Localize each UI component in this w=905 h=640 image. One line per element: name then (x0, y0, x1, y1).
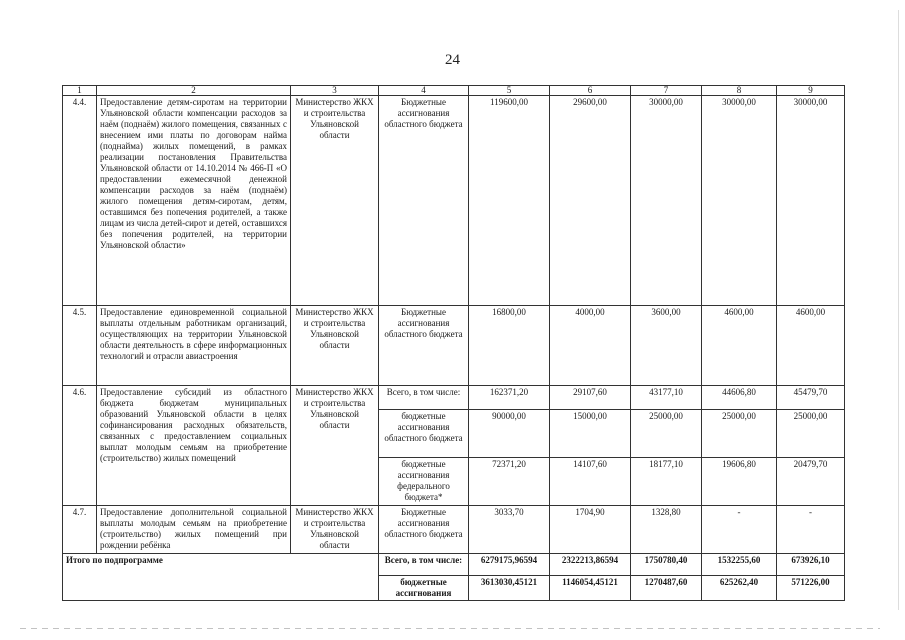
budget-table (62, 85, 845, 601)
row-value-year2: 1328,80 (631, 506, 702, 554)
row-value-total: 90000,00 (469, 410, 550, 458)
row-number: 4.5. (63, 306, 97, 386)
total-value-total: 3613030,45121 (469, 576, 550, 601)
row-value-year1: 1704,90 (550, 506, 631, 554)
col-header-4: 4 (379, 86, 469, 96)
scan-page-edge (898, 10, 899, 610)
row-value-total: 119600,00 (469, 96, 550, 306)
total-label: Итого по подпрограмме (63, 554, 379, 601)
row-number: 4.7. (63, 506, 97, 554)
table-row (63, 386, 845, 410)
col-header-3: 3 (291, 86, 379, 96)
row-value-year1: 29107,60 (550, 386, 631, 410)
column-number-row (63, 86, 845, 96)
row-funding-source: Бюджетные ассигнования областного бюджета (379, 96, 469, 306)
row-value-year3: 30000,00 (702, 96, 777, 306)
row-value-year1: 4000,00 (550, 306, 631, 386)
row-value-year4: 20479,70 (777, 458, 845, 506)
row-funding-source: бюджетные ассигнования федерального бюджета* (379, 458, 469, 506)
col-header-9: 9 (777, 86, 845, 96)
total-value-year2: 1270487,60 (631, 576, 702, 601)
row-value-year3: 25000,00 (702, 410, 777, 458)
row-value-total: 3033,70 (469, 506, 550, 554)
row-number: 4.4. (63, 96, 97, 306)
row-funding-source: бюджетные ассигнования областного бюджета (379, 410, 469, 458)
total-value-year1: 2322213,86594 (550, 554, 631, 576)
row-description: Предоставление детям-сиротам на территории Ульяновской области компенсации расходов за наём (поднаём) жилого помещения, связанных с внесением ими платы по договорам найма (поднайма) жилых помещений, в рамках реализации постановления Правительства Ульяновской области от 14.10.2014 № 466-П «О предоставлении ежемесячной денежной компенсации расходов за наём (поднаём) жилого помещения детям-сиротам, детям, оставшимся без попечения родителей, а также лицам из числа детей-сирот и детей, оставшихся без попечения родителей, на территории Ульяновской области» (97, 96, 291, 306)
table-row (63, 96, 845, 306)
row-value-year2: 43177,10 (631, 386, 702, 410)
total-value-year4: 673926,10 (777, 554, 845, 576)
col-header-1: 1 (63, 86, 97, 96)
row-value-year4: 30000,00 (777, 96, 845, 306)
row-value-year3: 4600,00 (702, 306, 777, 386)
table-row (63, 306, 845, 386)
row-description: Предоставление единовременной социальной выплаты отдельным работникам организаций, осуществляющих на территории Ульяновской области деятельность в сфере информационных технологий и отрасли авиастроения (97, 306, 291, 386)
row-description: Предоставление дополнительной социальной выплаты молодым семьям на приобретение (строительство) жилых помещений при рождении ребёнка (97, 506, 291, 554)
row-value-year2: 25000,00 (631, 410, 702, 458)
row-department: Министерство ЖКХ и строительства Ульяновской области (291, 506, 379, 554)
row-value-year4: - (777, 506, 845, 554)
row-value-year1: 15000,00 (550, 410, 631, 458)
row-value-year3: 44606,80 (702, 386, 777, 410)
row-department: Министерство ЖКХ и строительства Ульяновской области (291, 386, 379, 506)
total-value-year4: 571226,00 (777, 576, 845, 601)
row-value-year2: 30000,00 (631, 96, 702, 306)
row-description: Предоставление субсидий из областного бюджета бюджетам муниципальных образований Ульяновской области в целях софинансирования расходных обязательств, связанных с предоставлением социальных выплат молодым семьям на приобретение (строительство) жилых помещений (97, 386, 291, 506)
total-value-total: 6279175,96594 (469, 554, 550, 576)
page-number: 24 (445, 52, 460, 68)
total-value-year3: 1532255,60 (702, 554, 777, 576)
total-funding-source: Всего, в том числе: (379, 554, 469, 576)
total-funding-source: бюджетные ассигнования (379, 576, 469, 601)
col-header-5: 5 (469, 86, 550, 96)
total-value-year1: 1146054,45121 (550, 576, 631, 601)
row-number: 4.6. (63, 386, 97, 506)
row-value-year2: 3600,00 (631, 306, 702, 386)
total-value-year3: 625262,40 (702, 576, 777, 601)
col-header-6: 6 (550, 86, 631, 96)
row-value-year2: 18177,10 (631, 458, 702, 506)
row-value-year3: 19606,80 (702, 458, 777, 506)
row-department: Министерство ЖКХ и строительства Ульяновской области (291, 96, 379, 306)
total-row (63, 554, 845, 576)
row-value-year3: - (702, 506, 777, 554)
col-header-2: 2 (97, 86, 291, 96)
row-department: Министерство ЖКХ и строительства Ульяновской области (291, 306, 379, 386)
col-header-8: 8 (702, 86, 777, 96)
table-row (63, 506, 845, 554)
row-value-total: 72371,20 (469, 458, 550, 506)
row-funding-source: Бюджетные ассигнования областного бюджета (379, 306, 469, 386)
row-funding-source: Бюджетные ассигнования областного бюджета (379, 506, 469, 554)
row-funding-source: Всего, в том числе: (379, 386, 469, 410)
row-value-year1: 29600,00 (550, 96, 631, 306)
row-value-year1: 14107,60 (550, 458, 631, 506)
scan-artifact-line (20, 628, 880, 629)
row-value-total: 16800,00 (469, 306, 550, 386)
row-value-year4: 45479,70 (777, 386, 845, 410)
row-value-total: 162371,20 (469, 386, 550, 410)
row-value-year4: 4600,00 (777, 306, 845, 386)
total-value-year2: 1750780,40 (631, 554, 702, 576)
col-header-7: 7 (631, 86, 702, 96)
row-value-year4: 25000,00 (777, 410, 845, 458)
